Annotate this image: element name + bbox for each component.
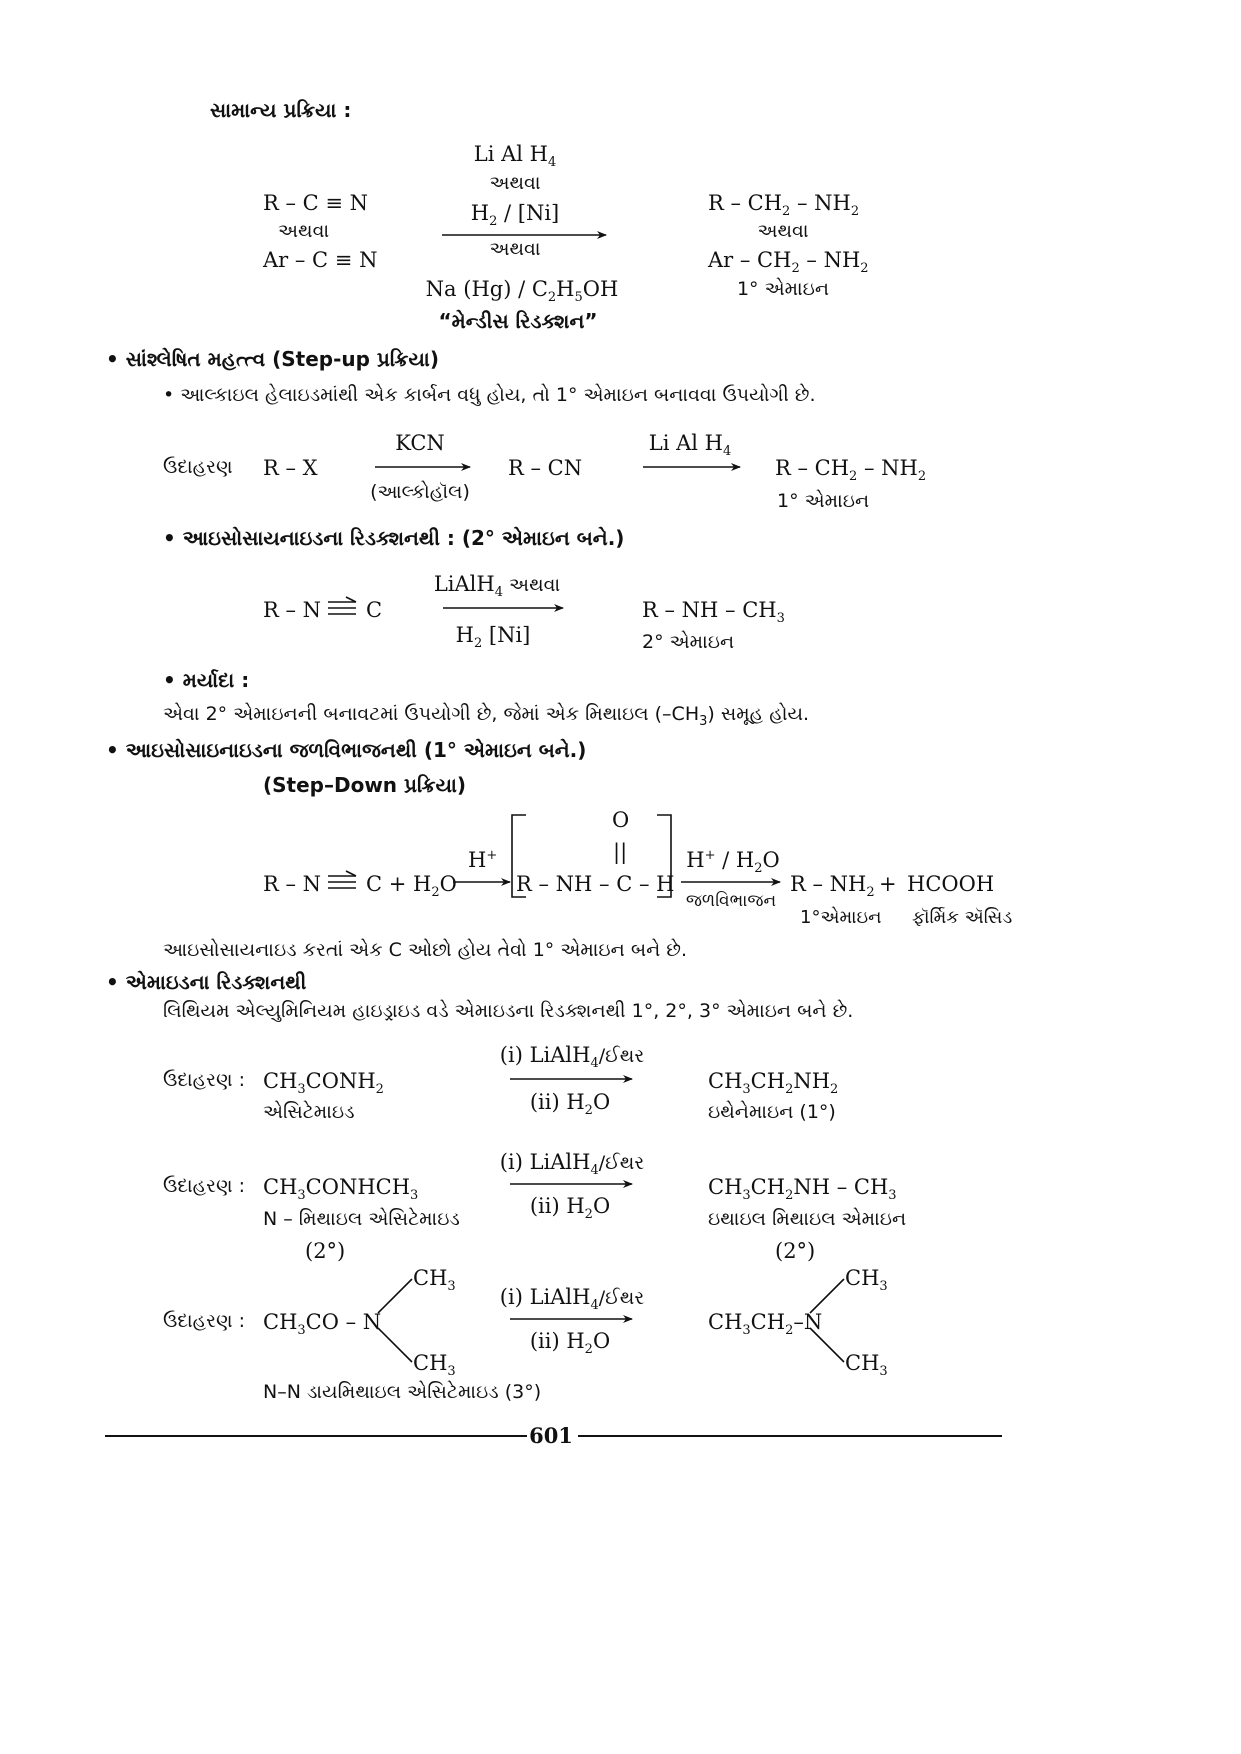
reagent-bottom: (ii) $H_2O$	[529, 1329, 611, 1358]
product-formic-acid: HCOOH	[907, 872, 995, 896]
reactant-acetamide: $CH_3CONH_2$	[263, 1069, 384, 1098]
reactant-name: N – મિથાઇલ એસિટેમાઇડ	[263, 1208, 460, 1230]
example-label: ઉદાહરણ	[163, 456, 233, 478]
reactant-isocyanide: R – N	[263, 598, 322, 622]
bond-line	[378, 1328, 412, 1362]
bond-line	[810, 1279, 844, 1313]
reagent-h2-ni: $H_2 / [Ni]$	[470, 201, 560, 230]
reagent-top: (i) LiAlH$_4$/ઈથર	[499, 1285, 645, 1314]
reactant-nitrile: R – C ≡ N	[263, 191, 369, 215]
bond-line	[378, 1279, 412, 1313]
methyl-branch-bottom: $CH_3$	[845, 1351, 888, 1380]
methyl-branch-bottom: $CH_3$	[413, 1351, 456, 1380]
plus-sign: +	[879, 872, 897, 896]
example-label: ઉદાહરણ :	[163, 1175, 245, 1197]
step-down-subheading: (Step–Down પ્રક્રિયા)	[263, 773, 467, 797]
amide-reduction-text: લિથિયમ એલ્યુમિનિયમ હાઇડ્રાઇડ વડે એમાઇડના રિડક્શનથી 1°, 2°, 3° એમાઇન બને છે.	[163, 1000, 854, 1022]
reagent-lialh4: Li Al $H_4$	[473, 142, 557, 171]
product-amine: R – $NH_2$	[790, 872, 875, 901]
limitation-heading: • મર્યાદા :	[163, 668, 250, 692]
reagent-top: LiAlH$_4$ અથવા	[433, 572, 561, 601]
product-ethylmethylamine: $CH_3CH_2NH - CH_3$	[708, 1175, 897, 1204]
hydrolysis-label: જળવિભાજન	[685, 891, 777, 911]
hydrolysis-note: આઇસોસાયનાઇડ કરતાં એક C ઓછો હોય તેવો 1° એમાઇન બને છે.	[163, 939, 688, 961]
left-bracket	[512, 815, 526, 897]
reactant-water: $C + H_2O$	[366, 872, 457, 901]
amide-reduction-heading: • એમાઇડના રિડક્શનથી	[106, 970, 307, 994]
step-up-heading: • સાંશ્લેષિત મહત્ત્વ (Step-up પ્રક્રિયા)	[106, 347, 439, 371]
reagent-bottom: (ii) $H_2O$	[529, 1090, 611, 1119]
product-name: ઇથાઇલ મિથાઇલ એમાઇન	[708, 1208, 907, 1230]
reagent-na-hg: Na $(Hg) / C_2H_5OH$	[425, 277, 619, 306]
isocyanide-reduction-heading: • આઇસોસાયનાઇડના રિડક્શનથી : (2° એમાઇન બને.)	[163, 526, 625, 550]
step-up-note: • આલ્કાઇલ હેલાઇડમાંથી એક કાર્બન વધુ હોય, તો 1° એમાઇન બનાવવા ઉપયોગી છે.	[163, 384, 816, 406]
reagent-kcn: KCN	[395, 431, 445, 455]
product-name: ઇથેનેમાઇન (1°)	[708, 1101, 836, 1123]
reagent-top: (i) LiAlH$_4$/ઈથર	[499, 1043, 645, 1072]
triple-bond-symbol	[328, 597, 356, 614]
product-degree: (2°)	[775, 1239, 816, 1263]
product-label: 2° એમાઇન	[642, 631, 735, 653]
reactant-n-methylacetamide: $CH_3CONHCH_3$	[263, 1175, 419, 1204]
reactant-degree: (2°)	[305, 1239, 346, 1263]
example-label: ઉદાહરણ :	[163, 1310, 245, 1332]
product-aryl-amine: Ar – $CH_2 - NH_2$	[708, 248, 869, 277]
reactant-isocyanide-carbon: C	[366, 598, 383, 622]
reactant-dimethylacetamide: $CH_3CO$ – N	[263, 1310, 382, 1339]
right-bracket	[657, 815, 671, 897]
product-amine: R – $CH_2 - NH_2$	[708, 191, 860, 220]
limitation-text: એવા 2° એમાઇનની બનાવટમાં ઉપયોગી છે, જેમાં એક મિથાઇલ $(-CH_3)$ સમૂહ હોય.	[163, 703, 810, 729]
reagent-hydrolysis: $H^+ / H_2O$	[686, 848, 780, 877]
or-label: અથવા	[278, 220, 330, 242]
product-label: 1° એમાઇન	[736, 278, 830, 300]
methyl-branch-top: $CH_3$	[413, 1266, 456, 1295]
product-secondary-amine: R – NH – $CH_3$	[642, 598, 785, 627]
product-dimethylethylamine: $CH_3CH_2-N$	[708, 1310, 823, 1339]
intermediate-nitrile: R – CN	[508, 456, 583, 480]
or-label: અથવા	[489, 238, 541, 260]
reagent-lialh4: Li Al $H_4$	[648, 431, 732, 460]
carbonyl-oxygen: O	[612, 808, 630, 832]
product-label: 1° એમાઇન	[777, 490, 870, 512]
reactant-isocyanide: R – N	[263, 872, 322, 896]
product-label: 1°એમાઇન	[800, 907, 882, 928]
product-amine: R – $CH_2 - NH_2$	[775, 456, 927, 485]
triple-bond-symbol	[328, 871, 356, 888]
reagent-top: (i) LiAlH$_4$/ઈથર	[499, 1150, 645, 1179]
reagent-bottom: $H_2$ [Ni]	[455, 623, 531, 652]
methyl-branch-top: $CH_3$	[845, 1266, 888, 1295]
product-2-label: ફૉર્મિક ઍસિડ	[912, 907, 1013, 928]
intermediate-formamide: R – NH – C – H	[516, 872, 675, 896]
reaction-name: “મેન્ડીસ રિડક્શન”	[438, 309, 598, 333]
or-label: અથવા	[489, 172, 541, 194]
example-label: ઉદાહરણ :	[163, 1069, 245, 1091]
or-label: અથવા	[757, 220, 809, 242]
hydrolysis-heading: • આઇસોસાઇનાઇડના જળવિભાજનથી (1° એમાઇન બને.)	[106, 738, 587, 762]
reagent-acid: H+	[468, 848, 498, 872]
reactant-name: એસિટેમાઇડ	[263, 1101, 355, 1123]
reagent-bottom: (ii) $H_2O$	[529, 1194, 611, 1223]
page-number: 601	[529, 1423, 573, 1448]
reactant-aryl-nitrile: Ar – C ≡ N	[263, 248, 378, 272]
double-bond: ||	[613, 840, 628, 864]
product-ethanamine: $CH_3CH_2NH_2$	[708, 1069, 839, 1098]
reactant-alkyl-halide: R – X	[263, 456, 318, 480]
reactant-name: N–N ડાયમિથાઇલ એસિટેમાઇડ (3°)	[263, 1381, 542, 1403]
reagent-condition: (આલ્કોહૉલ)	[370, 481, 470, 503]
bond-line	[810, 1328, 844, 1362]
general-reaction-heading: સામાન્ય પ્રક્રિયા :	[210, 98, 352, 122]
